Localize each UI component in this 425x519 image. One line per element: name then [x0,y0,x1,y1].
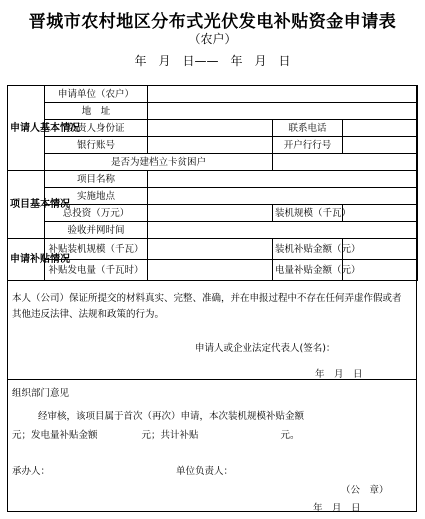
id-card-field[interactable] [148,120,273,137]
acceptance-time-label: 验收并网时间 [45,222,148,239]
installed-capacity-label: 装机规模（千瓦） [273,205,343,222]
subsidy-generation-label: 补贴发电量（千瓦时） [45,260,148,281]
project-name-label: 项目名称 [45,171,148,188]
section-applicant: 申请人基本情况 [8,86,45,171]
project-name-field[interactable] [148,171,418,188]
address-label: 地 址 [45,103,148,120]
bank-account-label: 银行账号 [45,137,148,154]
period-date-line: 年 月 日—— 年 月 日 [134,54,291,68]
subsidy-capacity-field[interactable] [148,239,273,260]
address-field[interactable] [148,103,418,120]
subsidy-generation-field[interactable] [148,260,273,281]
form-subtitle: （农户） [188,32,237,46]
total-investment-label: 总投资（万元） [45,205,148,222]
generation-subsidy-amount-label: 电量补贴金额（元） [273,260,343,281]
section-subsidy: 申请补贴情况 [8,239,45,281]
subsidy-capacity-label: 补贴装机规模（千瓦） [45,239,148,260]
review-line-2 [12,427,412,441]
bank-branch-field[interactable] [343,137,418,154]
handler-label: 承办人： [12,466,51,477]
review-line-2-a: 元；发电量补贴金额 [12,430,98,441]
review-date: 年 月 日 [313,503,361,514]
poverty-household-label: 是否为建档立卡贫困户 [45,154,273,171]
table-row [8,137,418,154]
applicant-unit-field[interactable] [148,86,418,103]
declaration-date: 年 月 日 [315,369,363,380]
location-label: 实施地点 [45,188,148,205]
table-row [8,205,418,222]
poverty-household-field[interactable] [273,154,418,171]
contact-phone-field[interactable] [343,120,418,137]
bank-account-field[interactable] [148,137,273,154]
unit-head-label: 单位负责人： [176,466,234,477]
review-line-2-c: 元。 [280,430,300,441]
contact-phone-label: 联系电话 [273,120,343,137]
official-seal-label: （公 章） [341,485,389,496]
dept-opinion-title: 组织部门意见 [12,388,70,399]
section-project: 项目基本情况 [8,171,45,239]
table-row [8,86,418,103]
table-row [8,171,418,188]
total-investment-field[interactable] [148,205,273,222]
signature-label: 申请人或企业法定代表人(签名)： [195,343,336,354]
form-title: 晋城市农村地区分布式光伏发电补贴资金申请表 [28,12,397,32]
table-row [8,154,418,171]
review-line-2-b: 元；共计补贴 [141,430,199,441]
table-row [8,222,418,239]
location-field[interactable] [148,188,418,205]
capacity-subsidy-amount-label: 装机补贴金额（元） [273,239,343,260]
acceptance-time-field[interactable] [148,222,418,239]
application-table [7,85,418,281]
declaration-text: 本人（公司）保证所提交的材料真实、完整、准确，并在申报过程中不存在任何弄虚作假或者其他违反法律、法规和政策的行为。 [12,293,402,320]
section-divider [7,379,417,380]
id-card-label: 负责人身份证 [45,120,148,137]
installed-capacity-field[interactable] [343,205,418,222]
review-line-1: 经审核，该项目属于首次（再次）申请，本次装机规模补贴金额 [38,411,305,422]
table-row [8,120,418,137]
bank-branch-label: 开户行行号 [273,137,343,154]
table-row [8,103,418,120]
table-row [8,239,418,260]
applicant-unit-label: 申请单位（农户） [45,86,148,103]
